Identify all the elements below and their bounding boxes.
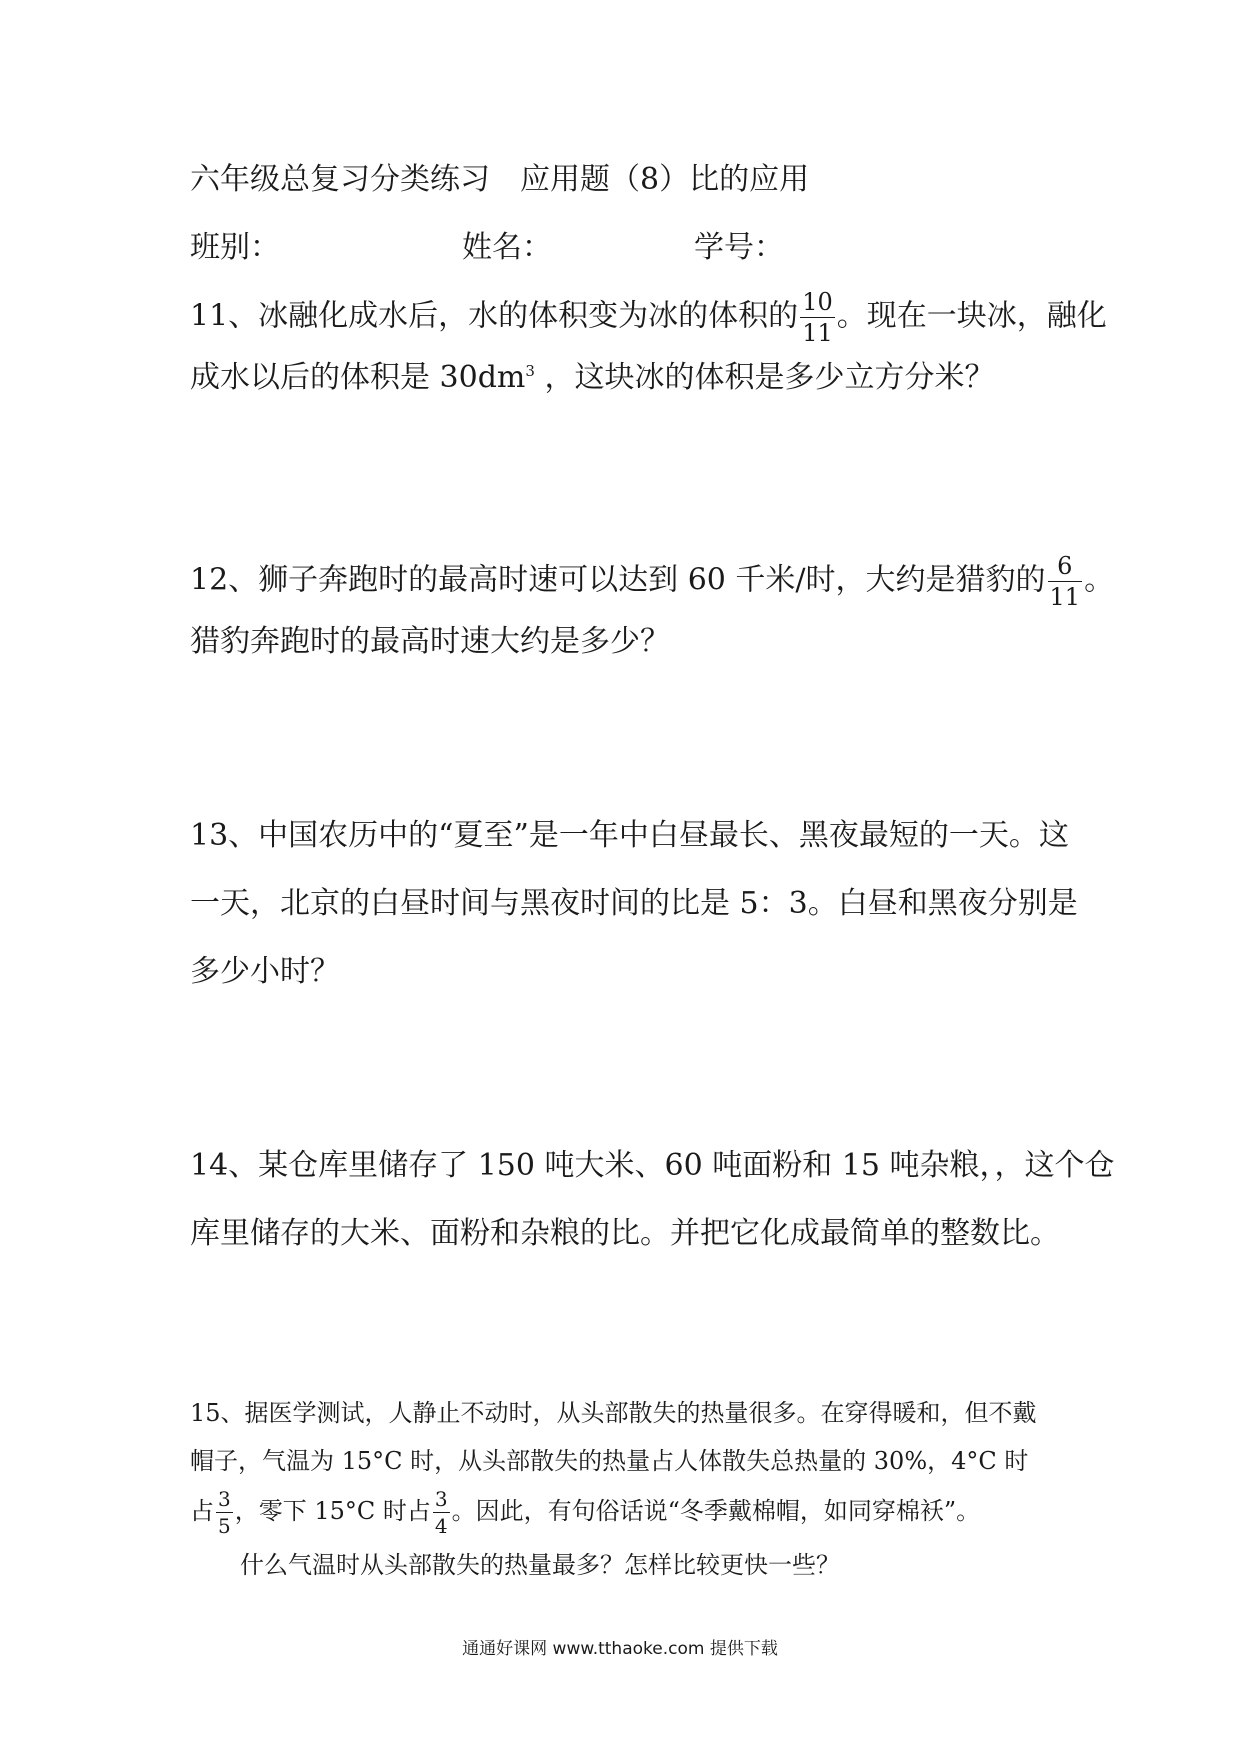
q12-fraction	[1048, 554, 1083, 609]
class-label: 班别：	[190, 230, 280, 265]
q11-text-d: ，这块冰的体积是多少立方分米？	[534, 360, 995, 395]
q13-line1: 13、中国农历中的“夏至”是一年中白昼最长、黑夜最短的一天。这	[190, 818, 1069, 853]
q11-fraction-numerator: 10	[802, 288, 833, 316]
q12-line2: 猎豹奔跑时的最高时速大约是多少？	[190, 624, 670, 659]
page-footer: 通通好课网 www.tthaoke.com 提供下载	[462, 1639, 778, 1659]
q11-text-b: 。现在一块冰，融化	[836, 298, 1107, 334]
q11-fraction-denominator: 11	[802, 319, 833, 347]
student-id-label: 学号：	[694, 230, 784, 265]
q15-fraction-1-numerator: 3	[218, 1487, 231, 1511]
q15-text-a: 占	[190, 1497, 214, 1525]
q11-fraction	[800, 290, 835, 345]
q15-line2: 帽子，气温为 15°C 时，从头部散失的热量占人体散失总热量的 30%，4°C 时	[190, 1447, 1029, 1475]
q15-fraction-2	[433, 1489, 450, 1536]
q11-line2	[190, 358, 994, 398]
page-title: 六年级总复习分类练习 应用题（8）比的应用	[190, 162, 810, 197]
q15-text-b: ，零下 15°C 时占	[234, 1497, 431, 1525]
q12-line1	[190, 554, 1114, 609]
q15-fraction-2-denominator: 4	[434, 1514, 448, 1538]
q12-text-b: 。	[1084, 562, 1115, 598]
q12-fraction-denominator: 11	[1049, 583, 1081, 611]
q14-line1: 14、某仓库里储存了 150 吨大米、60 吨面粉和 15 吨杂粮，，这个仓	[190, 1148, 1115, 1183]
q12-fraction-numerator: 6	[1048, 554, 1083, 582]
q11-text-a: 11、冰融化成水后，水的体积变为冰的体积的	[190, 298, 799, 334]
q15-fraction-1	[216, 1489, 233, 1536]
q15-line3	[190, 1489, 980, 1536]
q13-line2: 一天，北京的白昼时间与黑夜时间的比是 5：3。白昼和黑夜分别是	[190, 886, 1078, 921]
q12-text-a: 12、狮子奔跑时的最高时速可以达到 60 千米/时，大约是猎豹的	[190, 562, 1046, 598]
q11-line1	[190, 290, 1107, 345]
name-label: 姓名：	[462, 230, 552, 265]
q13-line3: 多少小时？	[190, 954, 340, 989]
q15-line1: 15、据医学测试，人静止不动时，从头部散失的热量很多。在穿得暖和，但不戴	[190, 1399, 1037, 1427]
q11-superscript: 3	[525, 362, 535, 380]
q14-line2: 库里储存的大米、面粉和杂粮的比。并把它化成最简单的整数比。	[190, 1216, 1060, 1251]
q15-text-c: 。因此，有句俗话说“冬季戴棉帽，如同穿棉袄”。	[451, 1497, 981, 1525]
q11-text-c: 成水以后的体积是 30dm	[190, 360, 526, 395]
q15-line4: 什么气温时从头部散失的热量最多？怎样比较更快一些？	[240, 1551, 840, 1579]
q15-fraction-1-denominator: 5	[218, 1514, 231, 1538]
q15-fraction-2-numerator: 3	[434, 1487, 448, 1511]
